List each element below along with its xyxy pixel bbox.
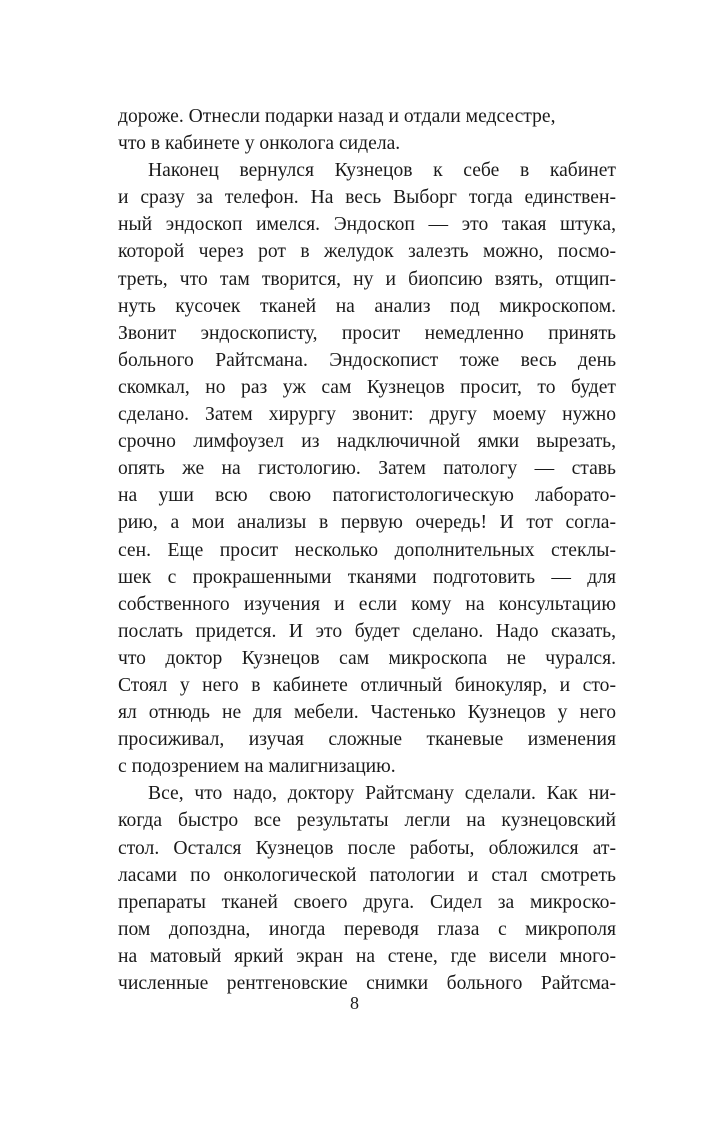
text-line: послать придется. И это будет сделано. Надо сказать, <box>118 620 616 642</box>
text-line: пом допоздна, иногда переводя глаза с микрополя <box>118 918 616 940</box>
text-line: треть, что там творится, ну и биопсию взять, отщип- <box>118 268 616 290</box>
text-line: собственного изучения и если кому на консультацию <box>118 593 616 615</box>
text-line: сен. Еще просит несколько дополнительных стеклы- <box>118 539 616 561</box>
text-line: на матовый яркий экран на стене, где висели много- <box>118 945 616 967</box>
text-line: ный эндоскоп имелся. Эндоскоп — это такая штука, <box>118 214 616 236</box>
text-line: нуть кусочек тканей на анализ под микроскопом. <box>118 295 616 317</box>
text-line: что в кабинете у онколога сидела. <box>118 133 401 155</box>
text-line: скомкал, но раз уж сам Кузнецов просит, то будет <box>118 376 616 398</box>
text-line: ял отнюдь не для мебели. Частенько Кузнецов у него <box>118 702 616 724</box>
text-line: когда быстро все результаты легли на кузнецовский <box>118 810 616 832</box>
text-line: Стоял у него в кабинете отличный бинокуляр, и сто- <box>118 674 616 696</box>
text-line: которой через рот в желудок залезть можно, посмо- <box>118 241 616 263</box>
text-line: Наконец вернулся Кузнецов к себе в кабинет <box>148 160 616 182</box>
text-line: стол. Остался Кузнецов после работы, обложился ат- <box>118 837 616 859</box>
text-line: Все, что надо, доктору Райтсману сделали. Как ни- <box>148 783 616 805</box>
text-line: на уши всю свою патогистологическую лаборато- <box>118 485 616 507</box>
page-body <box>118 103 616 997</box>
text-line: просиживал, изучая сложные тканевые изменения <box>118 729 616 751</box>
text-line: шек с прокрашенными тканями подготовить — для <box>118 566 616 588</box>
text-line: срочно лимфоузел из надключичной ямки вырезать, <box>118 431 616 453</box>
text-line: и сразу за телефон. На весь Выборг тогда единствен- <box>118 187 616 209</box>
text-line: численные рентгеновские снимки больного Райтсма- <box>118 973 616 994</box>
text-line: сделано. Затем хирургу звонит: другу моему нужно <box>118 404 616 426</box>
text-line: что доктор Кузнецов сам микроскопа не чурался. <box>118 647 616 669</box>
text-line: препараты тканей своего друга. Сидел за микроско- <box>118 891 616 913</box>
text-line: больного Райтсмана. Эндоскопист тоже весь день <box>118 349 616 371</box>
text-line: ласами по онкологической патологии и стал смотреть <box>118 864 616 886</box>
page-number: 8 <box>350 993 359 1013</box>
text-line: с подозрением на малигнизацию. <box>118 756 396 778</box>
text-line: дороже. Отнесли подарки назад и отдали медсестре, <box>118 106 556 127</box>
text-line: Звонит эндоскописту, просит немедленно принять <box>118 322 616 344</box>
text-line: опять же на гистологию. Затем патологу — ставь <box>118 458 616 480</box>
text-line: рию, а мои анализы в первую очередь! И тот согла- <box>118 512 616 534</box>
